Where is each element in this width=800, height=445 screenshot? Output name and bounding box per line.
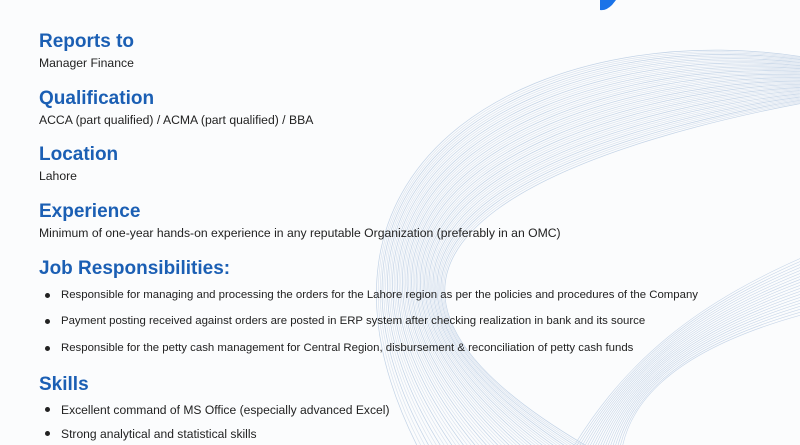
responsibilities-heading: Job Responsibilities: xyxy=(39,258,231,279)
qualification-value: ACCA (part qualified) / ACMA (part qualified) / BBA xyxy=(39,113,314,127)
bullet-icon xyxy=(45,346,50,351)
background-wave-line xyxy=(393,63,800,445)
background-wave-line xyxy=(396,66,800,445)
background-wave-line xyxy=(419,83,800,445)
background-wave-line xyxy=(415,80,800,445)
list-item xyxy=(39,343,779,354)
location-heading: Location xyxy=(39,144,119,165)
responsibilities-list xyxy=(39,290,779,354)
bullet-icon xyxy=(45,407,50,412)
list-item xyxy=(39,404,779,416)
skills-list xyxy=(39,404,779,440)
background-wave-line xyxy=(412,78,800,445)
bullet-icon xyxy=(45,431,50,436)
list-item xyxy=(39,316,779,327)
background-wave-line xyxy=(422,85,800,445)
background-wave-line xyxy=(427,88,800,445)
background-wave-line xyxy=(442,98,800,445)
background-wave-line xyxy=(384,56,800,445)
qualification-heading: Qualification xyxy=(39,88,155,109)
skills-heading: Skills xyxy=(39,374,89,395)
background-wave-line xyxy=(386,57,800,445)
background-wave-line xyxy=(405,73,800,445)
bullet-icon xyxy=(45,319,50,324)
corner-accent-shape xyxy=(0,0,800,20)
list-item-text: Strong analytical and statistical skills xyxy=(61,427,257,442)
bullet-icon xyxy=(45,293,50,298)
experience-value: Minimum of one-year hands-on experience in any reputable Organization (preferably in an OMC) xyxy=(39,226,561,240)
background-wave-line xyxy=(432,91,800,445)
list-item-text: Excellent command of MS Office (especially advanced Excel) xyxy=(61,403,390,417)
list-item-text: Responsible for the petty cash management for Central Region, disbursement & reconciliation of petty cash funds xyxy=(61,341,634,354)
experience-heading: Experience xyxy=(39,201,141,222)
reports-to-value: Manager Finance xyxy=(39,56,134,70)
list-item xyxy=(39,290,779,301)
list-item-text: Responsible for managing and processing the orders for the Lahore region as per the policies and procedures of the Company xyxy=(61,289,698,301)
location-value: Lahore xyxy=(39,169,77,183)
reports-to-heading: Reports to xyxy=(39,31,134,52)
list-item xyxy=(39,428,779,440)
list-item-text: Payment posting received against orders are posted in ERP system after checking realization in bank and its source xyxy=(61,315,646,328)
